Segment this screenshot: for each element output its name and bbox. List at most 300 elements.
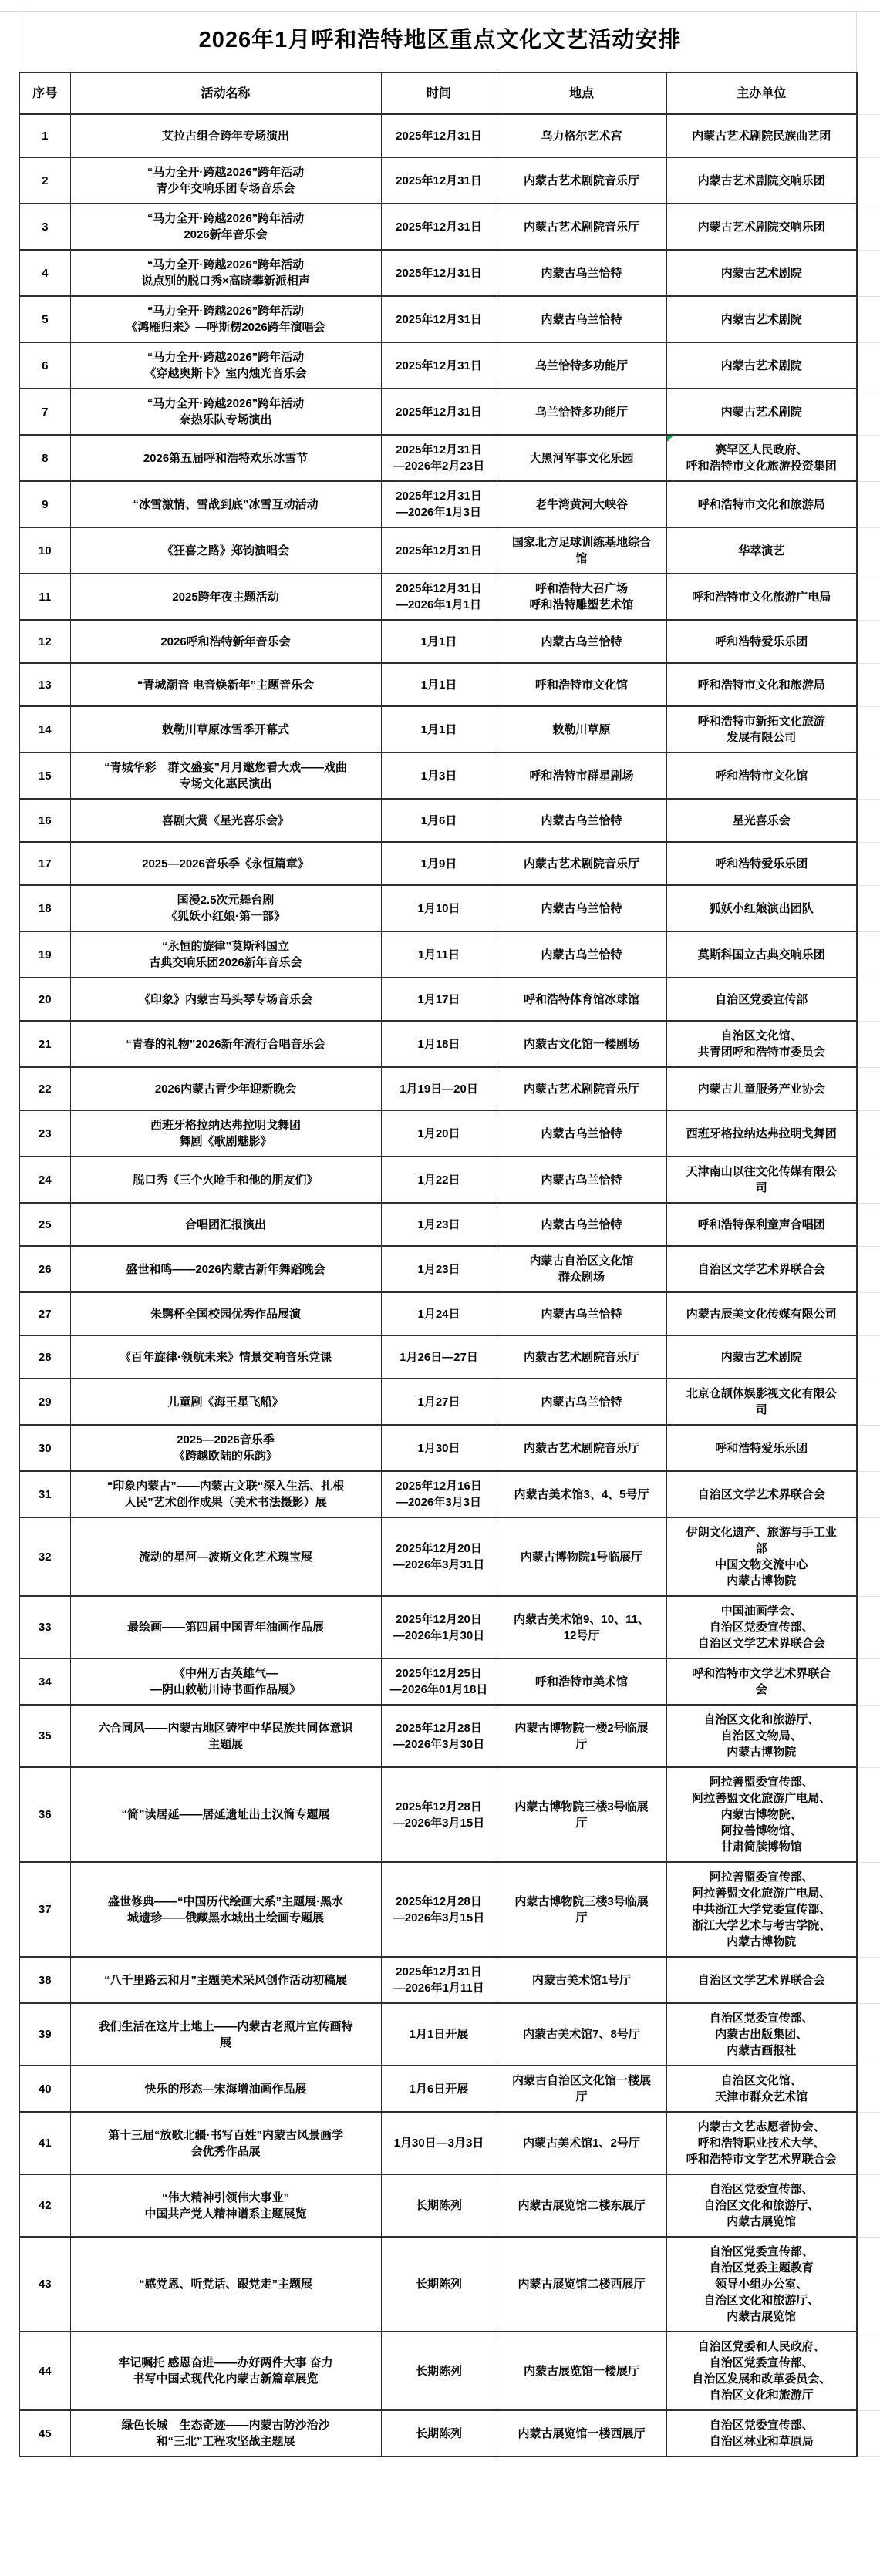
col-header-organizer: 主办单位: [666, 72, 857, 114]
cell-no: 1: [19, 114, 70, 157]
cell-time: 1月19日—20日: [381, 1067, 497, 1110]
ghost-cell: [857, 296, 880, 342]
cell-organizer: 伊朗文化遗产、旅游与手工业 部 中国文物交流中心 内蒙古博物院: [666, 1517, 857, 1596]
ghost-cell: [857, 250, 880, 296]
cell-location: 大黑河军事文化乐园: [497, 435, 666, 481]
cell-no: 12: [19, 620, 70, 663]
ghost-cell: [857, 842, 880, 885]
cell-name: 《印象》内蒙古马头琴专场音乐会: [70, 978, 381, 1021]
ghost-cell: [857, 2332, 880, 2410]
cell-time: 1月1日: [381, 706, 497, 753]
cell-location: 呼和浩特市群星剧场: [497, 753, 666, 799]
col-header-name: 活动名称: [70, 72, 381, 114]
table-row: [19, 842, 880, 885]
col-header-no: 序号: [19, 72, 70, 114]
cell-no: 33: [19, 1596, 70, 1658]
cell-location: 内蒙古艺术剧院音乐厅: [497, 842, 666, 885]
cell-organizer: 内蒙古儿童服务产业协会: [666, 1067, 857, 1110]
cell-name: 牢记嘱托 感恩奋进——办好两件大事 奋力 书写中国式现代化内蒙古新篇章展览: [70, 2332, 381, 2410]
table-row: [19, 1596, 880, 1658]
cell-location: 老牛湾黄河大峡谷: [497, 481, 666, 527]
table-row: [19, 574, 880, 620]
table-row: [19, 2410, 880, 2456]
cell-organizer: 内蒙古艺术剧院: [666, 1335, 857, 1379]
cell-name: 流动的星河—波斯文化艺术瑰宝展: [70, 1517, 381, 1596]
cell-location: 内蒙古艺术剧院音乐厅: [497, 1425, 666, 1471]
cell-location: 内蒙古乌兰恰特: [497, 1157, 666, 1203]
table-row: [19, 204, 880, 250]
cell-no: 4: [19, 250, 70, 296]
cell-location: 内蒙古艺术剧院音乐厅: [497, 1335, 666, 1379]
cell-organizer: 自治区党委宣传部、 自治区林业和草原局: [666, 2410, 857, 2456]
cell-name: 《百年旋律·领航未来》情景交响音乐党课: [70, 1335, 381, 1379]
cell-organizer: 呼和浩特市文化和旅游局: [666, 481, 857, 527]
cell-time: 1月6日: [381, 799, 497, 842]
table-row: [19, 1157, 880, 1203]
cell-time: 2025年12月31日: [381, 342, 497, 389]
cell-name: 敕勒川草原冰雪季开幕式: [70, 706, 381, 753]
cell-name: 我们生活在这片土地上——内蒙古老照片宣传画特 展: [70, 2003, 381, 2066]
cell-no: 9: [19, 481, 70, 527]
cell-organizer: 自治区文化馆、 共青团呼和浩特市委员会: [666, 1021, 857, 1067]
cell-name: 艾拉古组合跨年专场演出: [70, 114, 381, 157]
cell-no: 39: [19, 2003, 70, 2066]
cell-location: 呼和浩特体育馆冰球馆: [497, 978, 666, 1021]
cell-time: 2025年12月31日: [381, 204, 497, 250]
cell-organizer: 星光喜乐会: [666, 799, 857, 842]
cell-name: 盛世修典——“中国历代绘画大系”主题展·黑水 城遗珍——俄藏黑水城出土绘画专题展: [70, 1862, 381, 1957]
cell-name: 朱鹮杯全国校园优秀作品展演: [70, 1292, 381, 1335]
ghost-cell: [857, 574, 880, 620]
cell-time: 2025年12月28日 —2026年3月15日: [381, 1862, 497, 1957]
cell-no: 37: [19, 1862, 70, 1957]
page-title: 2026年1月呼和浩特地区重点文化文艺活动安排: [198, 28, 682, 52]
cell-no: 11: [19, 574, 70, 620]
ghost-cell: [857, 389, 880, 435]
ghost-cell: [857, 2174, 880, 2237]
cell-location: 内蒙古展览馆二楼东展厅: [497, 2174, 666, 2237]
table-row: [19, 1110, 880, 1157]
cell-time: 2025年12月31日: [381, 296, 497, 342]
ghost-cell: [857, 885, 880, 931]
table-row: [19, 1658, 880, 1705]
cell-no: 36: [19, 1767, 70, 1862]
cell-location: 内蒙古乌兰恰特: [497, 250, 666, 296]
cell-location: 内蒙古展览馆一楼展厅: [497, 2332, 666, 2410]
cell-time: 1月17日: [381, 978, 497, 1021]
cell-name: 盛世和鸣——2026内蒙古新年舞蹈晚会: [70, 1246, 381, 1292]
cell-time: 1月1日开展: [381, 2003, 497, 2066]
ghost-cell: [857, 1203, 880, 1246]
cell-name: “简”读居延——居延遗址出土汉简专题展: [70, 1767, 381, 1862]
cell-time: 1月1日: [381, 620, 497, 663]
cell-time: 1月30日: [381, 1425, 497, 1471]
cell-organizer: 中国油画学会、 自治区党委宣传部、 自治区文学艺术界联合会: [666, 1596, 857, 1658]
table-row: [19, 931, 880, 978]
cell-time: 1月6日开展: [381, 2066, 497, 2112]
cell-organizer: 自治区党委宣传部: [666, 978, 857, 1021]
cell-organizer: 自治区文学艺术界联合会: [666, 1957, 857, 2003]
cell-name: “马力全开·跨越2026”跨年活动 2026新年音乐会: [70, 204, 381, 250]
cell-no: 21: [19, 1021, 70, 1067]
cell-time: 长期陈列: [381, 2237, 497, 2332]
table-row: [19, 296, 880, 342]
cell-location: 内蒙古乌兰恰特: [497, 620, 666, 663]
cell-no: 29: [19, 1379, 70, 1425]
ghost-cell: [857, 2066, 880, 2112]
cell-location: 内蒙古乌兰恰特: [497, 1203, 666, 1246]
cell-time: 1月27日: [381, 1379, 497, 1425]
cell-location: 内蒙古美术馆9、10、11、 12号厅: [497, 1596, 666, 1658]
cell-time: 1月10日: [381, 885, 497, 931]
table-row: [19, 2003, 880, 2066]
cell-no: 16: [19, 799, 70, 842]
table-row: [19, 1203, 880, 1246]
cell-organizer: 阿拉善盟委宣传部、 阿拉善盟文化旅游广电局、 内蒙古博物院、 阿拉善博物馆、 甘肃简牍博物馆: [666, 1767, 857, 1862]
cell-location: 呼和浩特市美术馆: [497, 1658, 666, 1705]
cell-name: “感党恩、听党话、跟党走”主题展: [70, 2237, 381, 2332]
cell-organizer: 赛罕区人民政府、 呼和浩特市文化旅游投资集团: [666, 435, 857, 481]
cell-location: 呼和浩特大召广场 呼和浩特雕塑艺术馆: [497, 574, 666, 620]
table-row: [19, 1379, 880, 1425]
cell-organizer: 自治区文化馆、 天津市群众艺术馆: [666, 2066, 857, 2112]
cell-name: 第十三届“放歌北疆·书写百姓”内蒙古风景画学 会优秀作品展: [70, 2112, 381, 2174]
cell-location: 内蒙古博物院三楼3号临展 厅: [497, 1767, 666, 1862]
table-row: [19, 389, 880, 435]
comment-flag-icon: [667, 436, 673, 442]
cell-location: 内蒙古乌兰恰特: [497, 931, 666, 978]
cell-no: 26: [19, 1246, 70, 1292]
col-header-location: 地点: [497, 72, 666, 114]
cell-organizer: 自治区文化和旅游厅、 自治区文物局、 内蒙古博物院: [666, 1705, 857, 1767]
cell-time: 2025年12月16日 —2026年3月3日: [381, 1471, 497, 1517]
cell-no: 40: [19, 2066, 70, 2112]
cell-location: 内蒙古乌兰恰特: [497, 1110, 666, 1157]
table-row: [19, 157, 880, 204]
ghost-cell: [857, 481, 880, 527]
cell-time: 1月11日: [381, 931, 497, 978]
cell-location: 内蒙古自治区文化馆一楼展 厅: [497, 2066, 666, 2112]
cell-name: 2026内蒙古青少年迎新晚会: [70, 1067, 381, 1110]
cell-time: 长期陈列: [381, 2174, 497, 2237]
cell-time: 1月18日: [381, 1021, 497, 1067]
ghost-cell: [857, 1471, 880, 1517]
cell-location: 乌力格尔艺术宫: [497, 114, 666, 157]
ghost-cell: [857, 1425, 880, 1471]
table-row: [19, 250, 880, 296]
cell-organizer: 天津南山以往文化传媒有限公 司: [666, 1157, 857, 1203]
ghost-cell: [857, 527, 880, 574]
cell-organizer: 内蒙古文艺志愿者协会、 呼和浩特职业技术大学、 呼和浩特市文学艺术界联合会: [666, 2112, 857, 2174]
ghost-cell: [857, 1658, 880, 1705]
cell-no: 20: [19, 978, 70, 1021]
cell-no: 17: [19, 842, 70, 885]
ghost-cell: [857, 1596, 880, 1658]
ghost-cell: [857, 1157, 880, 1203]
cell-time: 长期陈列: [381, 2332, 497, 2410]
cell-time: 2025年12月31日: [381, 389, 497, 435]
table-row: [19, 1862, 880, 1957]
cell-organizer: 狐妖小红娘演出团队: [666, 885, 857, 931]
cell-no: 38: [19, 1957, 70, 2003]
ghost-cell: [857, 2237, 880, 2332]
cell-no: 35: [19, 1705, 70, 1767]
cell-name: 合唱团汇报演出: [70, 1203, 381, 1246]
cell-name: 《中州万古英雄气— —阴山敕勒川诗书画作品展》: [70, 1658, 381, 1705]
cell-organizer: 自治区文学艺术界联合会: [666, 1246, 857, 1292]
cell-location: 内蒙古乌兰恰特: [497, 296, 666, 342]
ghost-cell: [857, 663, 880, 706]
col-header-time: 时间: [381, 72, 497, 114]
cell-organizer: 自治区文学艺术界联合会: [666, 1471, 857, 1517]
cell-location: 内蒙古文化馆一楼剧场: [497, 1021, 666, 1067]
ghost-cell: [857, 435, 880, 481]
cell-time: 1月30日—3月3日: [381, 2112, 497, 2174]
table-row: [19, 1705, 880, 1767]
ghost-cell: [857, 72, 880, 114]
cell-organizer: 自治区党委宣传部、 自治区党委主题教育 领导小组办公室、 自治区文化和旅游厅、 内蒙古展览馆: [666, 2237, 857, 2332]
cell-organizer: 内蒙古艺术剧院: [666, 296, 857, 342]
cell-name: “冰雪激情、雪战到底”冰雪互动活动: [70, 481, 381, 527]
cell-name: 2025—2026音乐季 《跨越欧陆的乐韵》: [70, 1425, 381, 1471]
table-row: [19, 2112, 880, 2174]
cell-time: 2025年12月31日: [381, 250, 497, 296]
cell-location: 内蒙古美术馆7、8号厅: [497, 2003, 666, 2066]
ghost-cell: [857, 799, 880, 842]
ghost-cell: [857, 1957, 880, 2003]
ghost-cell: [857, 931, 880, 978]
ghost-cell: [857, 620, 880, 663]
cell-organizer: 呼和浩特爱乐乐团: [666, 1425, 857, 1471]
table-row: [19, 620, 880, 663]
table-row: [19, 1767, 880, 1862]
cell-location: 内蒙古美术馆1号厅: [497, 1957, 666, 2003]
gridline-right: [856, 11, 857, 72]
cell-location: 内蒙古艺术剧院音乐厅: [497, 204, 666, 250]
cell-time: 2025年12月20日 —2026年3月31日: [381, 1517, 497, 1596]
cell-organizer: 内蒙古辰美文化传媒有限公司: [666, 1292, 857, 1335]
cell-time: 1月22日: [381, 1157, 497, 1203]
table-row: [19, 1471, 880, 1517]
cell-organizer: 阿拉善盟委宣传部、 阿拉善盟文化旅游广电局、 中共浙江大学党委宣传部、 浙江大学艺术与考古学院、 内蒙古博物院: [666, 1862, 857, 1957]
cell-no: 3: [19, 204, 70, 250]
cell-time: 2025年12月31日 —2026年1月11日: [381, 1957, 497, 2003]
table-row: [19, 978, 880, 1021]
table-row: [19, 799, 880, 842]
cell-time: 2025年12月20日 —2026年1月30日: [381, 1596, 497, 1658]
cell-no: 6: [19, 342, 70, 389]
ghost-cell: [857, 2410, 880, 2456]
cell-organizer: 呼和浩特市文化和旅游局: [666, 663, 857, 706]
cell-time: 2025年12月31日: [381, 527, 497, 574]
cell-name: 最绘画——第四届中国青年油画作品展: [70, 1596, 381, 1658]
cell-no: 31: [19, 1471, 70, 1517]
cell-time: 1月23日: [381, 1246, 497, 1292]
cell-name: 2025跨年夜主题活动: [70, 574, 381, 620]
cell-name: “永恒的旋律”莫斯科国立 古典交响乐团2026新年音乐会: [70, 931, 381, 978]
table-row: [19, 2066, 880, 2112]
cell-location: 内蒙古艺术剧院音乐厅: [497, 1067, 666, 1110]
cell-name: “青春的礼物”2026新年流行合唱音乐会: [70, 1021, 381, 1067]
cell-location: 内蒙古乌兰恰特: [497, 1292, 666, 1335]
table-row: [19, 114, 880, 157]
ghost-cell: [857, 1517, 880, 1596]
cell-no: 18: [19, 885, 70, 931]
cell-organizer: 自治区党委和人民政府、 自治区党委宣传部、 自治区发展和改革委员会、 自治区文化和旅游厅: [666, 2332, 857, 2410]
ghost-cell: [857, 978, 880, 1021]
ghost-cell: [857, 753, 880, 799]
cell-time: 2025年12月31日: [381, 114, 497, 157]
cell-name: 绿色长城 生态奇迹——内蒙古防沙治沙 和“三北”工程攻坚战主题展: [70, 2410, 381, 2456]
table-row: [19, 2174, 880, 2237]
cell-organizer: 内蒙古艺术剧院: [666, 250, 857, 296]
cell-time: 2025年12月31日 —2026年1月3日: [381, 481, 497, 527]
ghost-cell: [857, 342, 880, 389]
cell-organizer: 自治区党委宣传部、 内蒙古出版集团、 内蒙古画报社: [666, 2003, 857, 2066]
cell-organizer: 呼和浩特市新拓文化旅游 发展有限公司: [666, 706, 857, 753]
cell-name: “马力全开·跨越2026”跨年活动 青少年交响乐团专场音乐会: [70, 157, 381, 204]
cell-name: “青城潮音 电音焕新年”主题音乐会: [70, 663, 381, 706]
table-row: [19, 753, 880, 799]
table-row: [19, 663, 880, 706]
cell-no: 24: [19, 1157, 70, 1203]
cell-time: 2025年12月25日 —2026年01月18日: [381, 1658, 497, 1705]
table-row: [19, 2332, 880, 2410]
cell-no: 43: [19, 2237, 70, 2332]
ghost-cell: [857, 1335, 880, 1379]
cell-no: 10: [19, 527, 70, 574]
cell-name: “马力全开·跨越2026”跨年活动 奈热乐队专场演出: [70, 389, 381, 435]
schedule-table: [19, 72, 880, 2457]
cell-location: 乌兰恰特多功能厅: [497, 389, 666, 435]
cell-organizer: 呼和浩特保利童声合唱团: [666, 1203, 857, 1246]
cell-time: 长期陈列: [381, 2410, 497, 2456]
cell-no: 8: [19, 435, 70, 481]
cell-no: 14: [19, 706, 70, 753]
ghost-cell: [857, 157, 880, 204]
cell-time: 1月24日: [381, 1292, 497, 1335]
cell-location: 内蒙古乌兰恰特: [497, 799, 666, 842]
cell-location: 内蒙古美术馆3、4、5号厅: [497, 1471, 666, 1517]
cell-name: “马力全开·跨越2026”跨年活动 《鸿雁归来》—呼斯楞2026跨年演唱会: [70, 296, 381, 342]
cell-time: 2025年12月31日 —2026年1月1日: [381, 574, 497, 620]
cell-location: 内蒙古乌兰恰特: [497, 1379, 666, 1425]
cell-location: 国家北方足球训练基地综合 馆: [497, 527, 666, 574]
cell-name: 快乐的形态—宋海增油画作品展: [70, 2066, 381, 2112]
ghost-cell: [857, 1110, 880, 1157]
cell-location: 内蒙古博物院一楼2号临展 厅: [497, 1705, 666, 1767]
cell-time: 1月26日—27日: [381, 1335, 497, 1379]
ghost-cell: [857, 1021, 880, 1067]
table-row: [19, 481, 880, 527]
cell-location: 内蒙古博物院1号临展厅: [497, 1517, 666, 1596]
cell-no: 42: [19, 2174, 70, 2237]
ghost-cell: [857, 706, 880, 753]
table-row: [19, 342, 880, 389]
cell-name: 儿童剧《海王星飞船》: [70, 1379, 381, 1425]
cell-organizer: 莫斯科国立古典交响乐团: [666, 931, 857, 978]
cell-organizer: 华萃演艺: [666, 527, 857, 574]
cell-name: “青城华彩 群文盛宴”月月邀您看大戏——戏曲 专场文化惠民演出: [70, 753, 381, 799]
cell-location: 内蒙古自治区文化馆 群众剧场: [497, 1246, 666, 1292]
table-row: [19, 1292, 880, 1335]
cell-organizer: 内蒙古艺术剧院交响乐团: [666, 204, 857, 250]
cell-time: 2025年12月28日 —2026年3月15日: [381, 1767, 497, 1862]
cell-no: 41: [19, 2112, 70, 2174]
cell-no: 45: [19, 2410, 70, 2456]
cell-no: 19: [19, 931, 70, 978]
cell-name: 2025—2026音乐季《永恒篇章》: [70, 842, 381, 885]
ghost-cell: [857, 1767, 880, 1862]
table-row: [19, 1246, 880, 1292]
cell-organizer: 北京仓颉体娱影视文化有限公 司: [666, 1379, 857, 1425]
cell-location: 呼和浩特市文化馆: [497, 663, 666, 706]
table-row: [19, 1067, 880, 1110]
cell-no: 34: [19, 1658, 70, 1705]
cell-location: 内蒙古展览馆一楼西展厅: [497, 2410, 666, 2456]
cell-no: 15: [19, 753, 70, 799]
cell-no: 32: [19, 1517, 70, 1596]
cell-organizer: 呼和浩特爱乐乐团: [666, 620, 857, 663]
ghost-cell: [857, 2003, 880, 2066]
cell-organizer: 内蒙古艺术剧院交响乐团: [666, 157, 857, 204]
table-row: [19, 527, 880, 574]
cell-no: 44: [19, 2332, 70, 2410]
table-row: [19, 2237, 880, 2332]
cell-no: 13: [19, 663, 70, 706]
cell-organizer: 呼和浩特市文化馆: [666, 753, 857, 799]
cell-organizer: 呼和浩特市文学艺术界联合 会: [666, 1658, 857, 1705]
cell-no: 23: [19, 1110, 70, 1157]
ghost-cell: [857, 1379, 880, 1425]
cell-no: 7: [19, 389, 70, 435]
cell-organizer: 呼和浩特市文化旅游广电局: [666, 574, 857, 620]
header-row: [19, 72, 880, 114]
cell-organizer: 内蒙古艺术剧院民族曲艺团: [666, 114, 857, 157]
table-row: [19, 706, 880, 753]
cell-name: “八千里路云和月”主题美术采风创作活动初稿展: [70, 1957, 381, 2003]
table-row: [19, 1425, 880, 1471]
table-row: [19, 1335, 880, 1379]
table-row: [19, 1517, 880, 1596]
ghost-cell: [857, 1246, 880, 1292]
ghost-cell: [857, 1862, 880, 1957]
cell-name: 西班牙格拉纳达弗拉明戈舞团 舞剧《歌剧魅影》: [70, 1110, 381, 1157]
cell-name: 六合同风——内蒙古地区铸牢中华民族共同体意识 主题展: [70, 1705, 381, 1767]
cell-name: 脱口秀《三个火呛手和他的朋友们》: [70, 1157, 381, 1203]
cell-time: 1月3日: [381, 753, 497, 799]
cell-location: 内蒙古美术馆1、2号厅: [497, 2112, 666, 2174]
cell-time: 1月20日: [381, 1110, 497, 1157]
ghost-cell: [857, 204, 880, 250]
cell-time: 1月23日: [381, 1203, 497, 1246]
table-row: [19, 435, 880, 481]
cell-time: 1月1日: [381, 663, 497, 706]
cell-location: 内蒙古艺术剧院音乐厅: [497, 157, 666, 204]
ghost-cell: [857, 2112, 880, 2174]
cell-name: 2026第五届呼和浩特欢乐冰雪节: [70, 435, 381, 481]
table-row: [19, 1021, 880, 1067]
ghost-cell: [857, 1705, 880, 1767]
cell-name: “伟大精神引领伟大事业” 中国共产党人精神谱系主题展览: [70, 2174, 381, 2237]
cell-no: 2: [19, 157, 70, 204]
cell-location: 内蒙古乌兰恰特: [497, 885, 666, 931]
cell-no: 25: [19, 1203, 70, 1246]
table-row: [19, 885, 880, 931]
cell-name: 国漫2.5次元舞台剧 《狐妖小红娘·第一部》: [70, 885, 381, 931]
cell-organizer: 西班牙格拉纳达弗拉明戈舞团: [666, 1110, 857, 1157]
ghost-cell: [857, 1292, 880, 1335]
